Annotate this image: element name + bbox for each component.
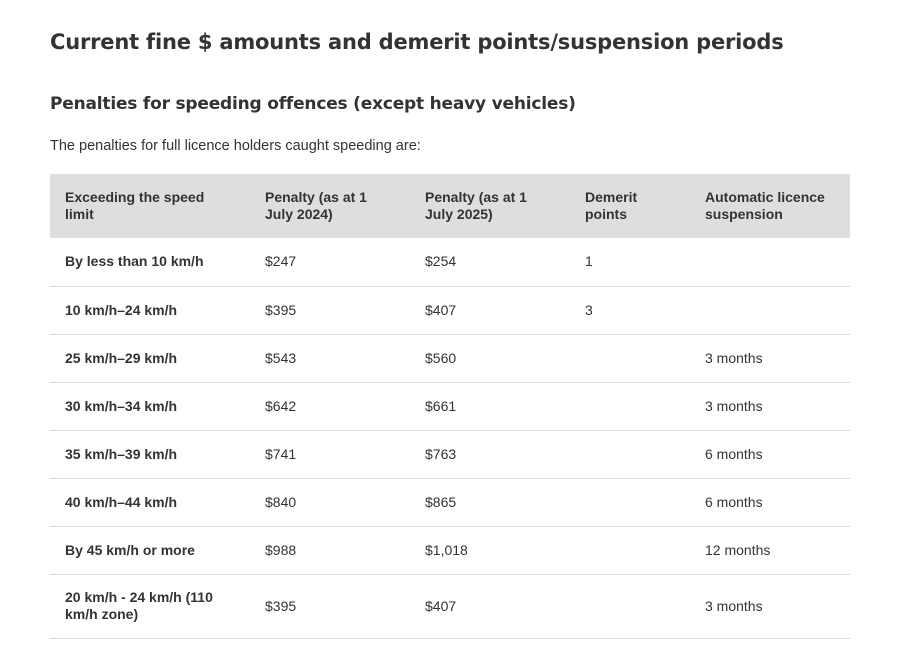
cell-speed: 20 km/h - 24 km/h (110 km/h zone) — [65, 589, 213, 622]
cell-suspension — [690, 238, 850, 286]
cell-penalty-2025: $1,018 — [425, 541, 468, 558]
table-row — [50, 526, 850, 574]
table-row — [50, 334, 850, 382]
header-row — [50, 174, 850, 238]
cell-demerit-points — [570, 334, 690, 382]
cell-demerit-points: 3 — [585, 301, 593, 318]
cell-speed: 25 km/h–29 km/h — [65, 349, 178, 366]
cell-penalty-2025: $661 — [425, 397, 457, 414]
cell-speed: 10 km/h–24 km/h — [65, 301, 178, 318]
cell-speed: By 45 km/h or more — [65, 541, 195, 558]
cell-penalty-2024: $395 — [265, 301, 297, 318]
table-row — [50, 574, 850, 638]
header-demerit-points: Demerit points — [585, 189, 638, 222]
cell-speed: By less than 10 km/h — [65, 253, 204, 270]
page-title: Current fine $ amounts and demerit points/suspension periods — [50, 30, 784, 54]
cell-penalty-2025: $407 — [425, 597, 457, 614]
cell-penalty-2025: $560 — [425, 349, 457, 366]
intro-text: The penalties for full licence holders caught speeding are: — [50, 138, 421, 154]
table-row — [50, 286, 850, 334]
cell-speed: 30 km/h–34 km/h — [65, 397, 178, 414]
table-header — [50, 174, 850, 238]
cell-demerit-points — [570, 382, 690, 430]
header-penalty-2025: Penalty (as at 1 July 2025) — [425, 189, 527, 222]
cell-penalty-2024: $840 — [265, 493, 297, 510]
header-speed: Exceeding the speed limit — [65, 189, 205, 222]
cell-penalty-2024: $395 — [265, 597, 297, 614]
cell-suspension: 3 months — [705, 349, 763, 366]
speeding-penalties-table — [50, 174, 850, 639]
cell-speed: 40 km/h–44 km/h — [65, 493, 178, 510]
cell-penalty-2025: $407 — [425, 301, 457, 318]
cell-demerit-points — [570, 478, 690, 526]
cell-penalty-2025: $763 — [425, 445, 457, 462]
cell-suspension: 6 months — [705, 445, 763, 462]
cell-penalty-2024: $247 — [265, 253, 297, 270]
cell-suspension: 3 months — [705, 397, 763, 414]
cell-suspension: 3 months — [705, 597, 763, 614]
cell-penalty-2025: $865 — [425, 493, 457, 510]
cell-penalty-2024: $741 — [265, 445, 297, 462]
cell-penalty-2025: $254 — [425, 253, 457, 270]
table-body — [50, 238, 850, 638]
cell-demerit-points — [570, 526, 690, 574]
cell-suspension: 12 months — [705, 541, 771, 558]
table-row — [50, 430, 850, 478]
cell-penalty-2024: $988 — [265, 541, 297, 558]
table-row — [50, 382, 850, 430]
cell-speed: 35 km/h–39 km/h — [65, 445, 178, 462]
cell-demerit-points — [570, 430, 690, 478]
cell-demerit-points: 1 — [585, 253, 593, 270]
cell-penalty-2024: $543 — [265, 349, 297, 366]
cell-suspension: 6 months — [705, 493, 763, 510]
header-licence-suspension: Automatic licence suspension — [705, 189, 825, 222]
table-row — [50, 478, 850, 526]
cell-demerit-points — [570, 574, 690, 638]
header-penalty-2024: Penalty (as at 1 July 2024) — [265, 189, 367, 222]
cell-penalty-2024: $642 — [265, 397, 297, 414]
table-row — [50, 238, 850, 286]
section-heading: Penalties for speeding offences (except heavy vehicles) — [50, 94, 576, 114]
cell-suspension — [690, 286, 850, 334]
